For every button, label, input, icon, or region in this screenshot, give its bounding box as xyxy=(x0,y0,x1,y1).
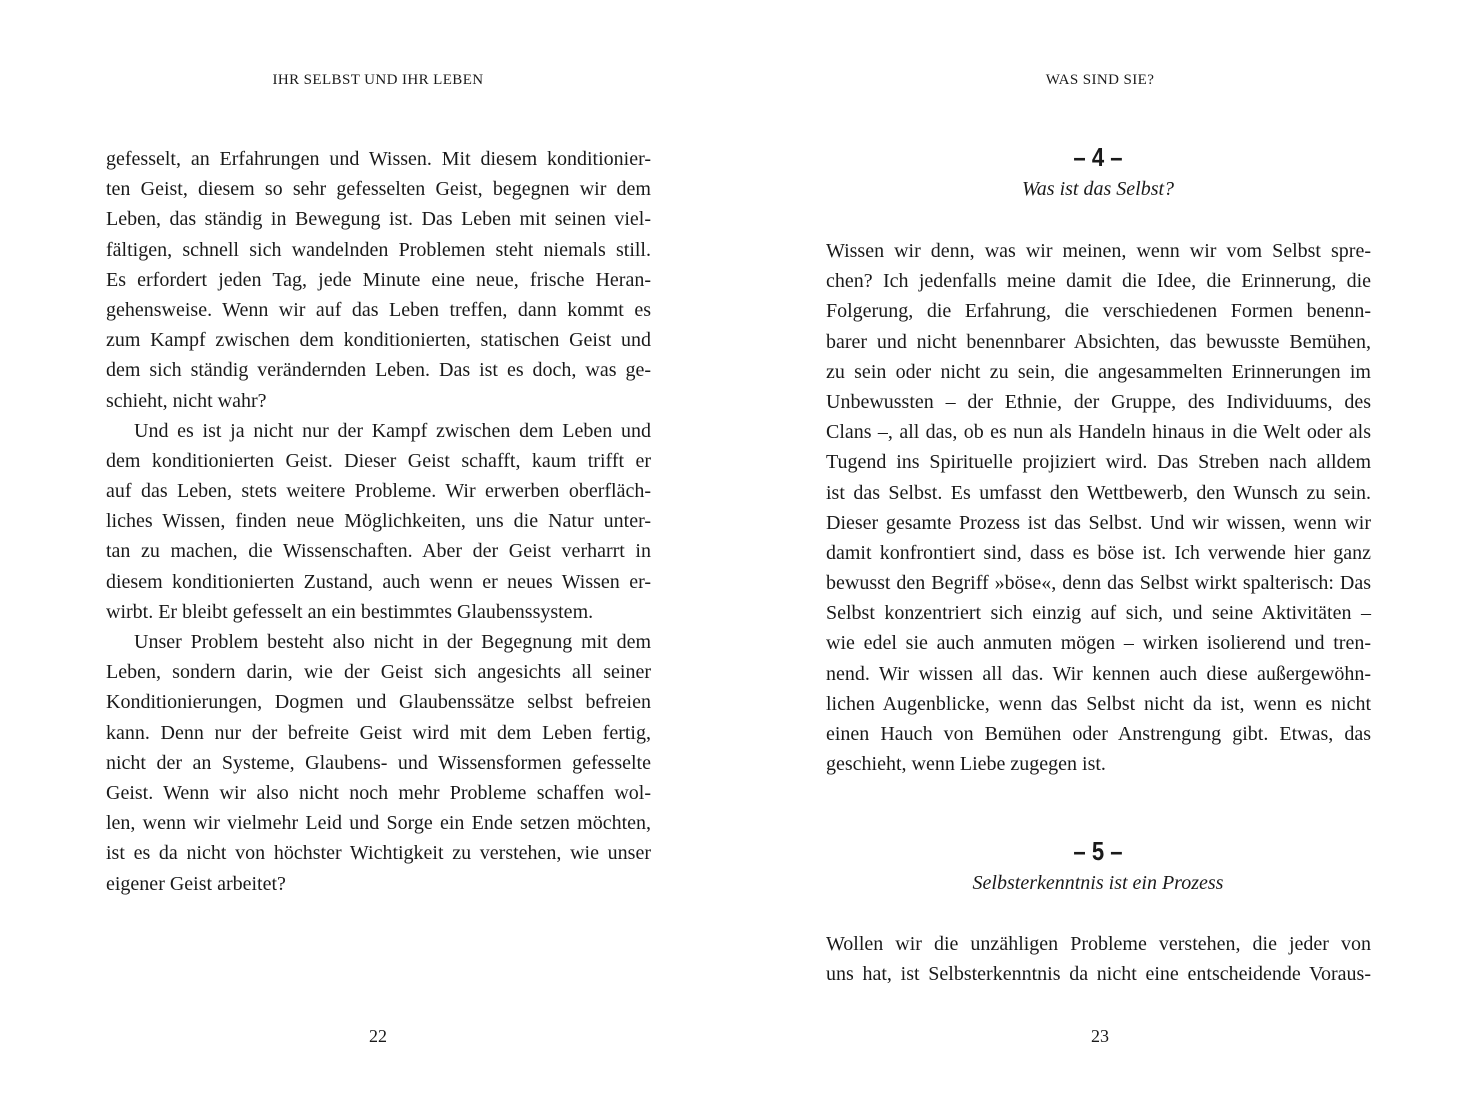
text-line: Leben, das ständig in Bewegung ist. Das Leben mit seinen viel- xyxy=(106,208,651,231)
text-line: Konditionierungen, Dogmen und Glaubenssätze selbst befreien xyxy=(106,691,651,714)
section-heading xyxy=(729,836,1467,898)
text-line: zum Kampf zwischen dem konditionierten, statischen Geist und xyxy=(106,329,651,352)
text-line: Leben, sondern darin, wie der Geist sich angesichts all seiner xyxy=(106,661,651,684)
page-number-right: 23 xyxy=(1091,1026,1109,1046)
text-line: Tugend ins Spirituelle projiziert wird. Das Streben nach alldem xyxy=(826,451,1371,474)
section-number: – 4 – xyxy=(1073,142,1123,172)
text-line: zu sein oder nicht zu sein, die angesammelten Erinnerungen im xyxy=(826,360,1371,383)
text-line: nicht der an Systeme, Glaubens- und Wissensformen gefesselte xyxy=(106,751,651,774)
running-head-left: IHR SELBST UND IHR LEBEN xyxy=(272,72,484,88)
section-title: Was ist das Selbst? xyxy=(1021,178,1175,200)
text-line: gehensweise. Wenn wir auf das Leben treffen, dann kommt es xyxy=(106,298,651,321)
text-line: schieht, nicht wahr? xyxy=(106,389,267,412)
text-line: einen Hauch von Bemühen oder Anstrengung gibt. Etwas, das xyxy=(826,723,1371,745)
text-line: wirbt. Er bleibt gefesselt an ein bestimmtes Glaubenssystem. xyxy=(106,600,594,623)
text-line: auf das Leben, stets weitere Probleme. Wir erwerben oberfläch- xyxy=(106,480,651,503)
text-line: geschieht, wenn Liebe zugegen ist. xyxy=(826,753,1106,776)
text-line: nend. Wir wissen all das. Wir kennen auch diese außergewöhn- xyxy=(826,662,1371,685)
right-page xyxy=(738,0,1476,1104)
text-line: damit konfrontiert sind, dass es böse ist. Ich verwende hier ganz xyxy=(826,541,1371,564)
text-line: ist das Selbst. Es umfasst den Wettbewerb, den Wunsch zu sein. xyxy=(826,481,1371,504)
text-line: ten Geist, diesem so sehr gefesselten Geist, begegnen wir dem xyxy=(106,178,651,201)
running-head-right: WAS SIND SIE? xyxy=(1045,72,1155,88)
text-line: fältigen, schnell sich wandelnden Problemen steht niemals still. xyxy=(106,238,651,261)
text-line: bewusst den Begriff »böse«, denn das Selbst wirkt spalterisch: Das xyxy=(826,572,1371,595)
text-line: wie edel sie auch anmuten mögen – wirken isolierend und tren- xyxy=(826,632,1371,655)
paragraph xyxy=(106,627,651,899)
text-line: chen? Ich jedenfalls meine damit die Idee, die Erinnerung, die xyxy=(826,270,1371,293)
text-line: Unser Problem besteht also nicht in der Begegnung mit dem xyxy=(134,631,651,653)
text-line: gefesselt, an Erfahrungen und Wissen. Mit diesem konditionier- xyxy=(106,148,651,170)
text-line: ist es da nicht von höchster Wichtigkeit zu verstehen, wie unser xyxy=(106,842,651,865)
text-line: diesem konditionierten Zustand, auch wenn er neues Wissen er- xyxy=(106,570,651,593)
section-heading xyxy=(729,142,1467,204)
section-5-body-text xyxy=(826,929,1371,989)
left-body-text xyxy=(106,144,651,899)
text-line: Dieser gesamte Prozess ist das Selbst. Und wir wissen, wenn wir xyxy=(826,511,1371,534)
text-line: Es erfordert jeden Tag, jede Minute eine neue, frische Heran- xyxy=(106,268,651,291)
section-title: Selbsterkenntnis ist ein Prozess xyxy=(972,872,1224,894)
text-line: lichen Augenblicke, wenn das Selbst nicht da ist, wenn es nicht xyxy=(826,692,1371,715)
text-line: Unbewussten – der Ethnie, der Gruppe, des Individuums, des xyxy=(826,390,1371,413)
paragraph xyxy=(106,144,651,416)
text-line: liches Wissen, finden neue Möglichkeiten, uns die Natur unter- xyxy=(106,510,651,533)
text-line: len, wenn wir vielmehr Leid und Sorge ein Ende setzen möchten, xyxy=(106,812,651,835)
text-line: barer und nicht benennbarer Absichten, das bewusste Bemühen, xyxy=(826,330,1371,353)
text-line: uns hat, ist Selbsterkenntnis da nicht eine entscheidende Voraus- xyxy=(826,963,1371,986)
text-line: Clans –, all das, ob es nun als Handeln hinaus in die Welt oder als xyxy=(826,421,1371,444)
text-line: eigener Geist arbeitet? xyxy=(106,872,286,895)
text-line: dem sich ständig verändernden Leben. Das ist es doch, was ge- xyxy=(106,359,651,382)
text-line: Folgerung, die Erfahrung, die verschiedenen Formen benenn- xyxy=(826,300,1371,323)
text-line: Und es ist ja nicht nur der Kampf zwischen dem Leben und xyxy=(134,419,651,442)
text-line: dem konditionierten Geist. Dieser Geist schafft, kaum trifft er xyxy=(106,449,651,472)
text-line: tan zu machen, die Wissenschaften. Aber der Geist verharrt in xyxy=(106,540,651,563)
section-number: – 5 – xyxy=(1073,836,1123,866)
section-4-body-text xyxy=(826,236,1371,779)
text-line: Geist. Wenn wir also nicht noch mehr Probleme schaffen wol- xyxy=(106,781,651,804)
text-line: kann. Denn nur der befreite Geist wird mit dem Leben fertig, xyxy=(106,721,651,744)
page-number-left: 22 xyxy=(369,1026,387,1046)
paragraph xyxy=(106,416,651,627)
text-line: Wissen wir denn, was wir meinen, wenn wir vom Selbst spre- xyxy=(826,240,1371,262)
text-line: Wollen wir die unzähligen Probleme verstehen, die jeder von xyxy=(826,933,1371,955)
text-line: Selbst konzentriert sich einzig auf sich, und seine Aktivitäten – xyxy=(826,602,1371,625)
